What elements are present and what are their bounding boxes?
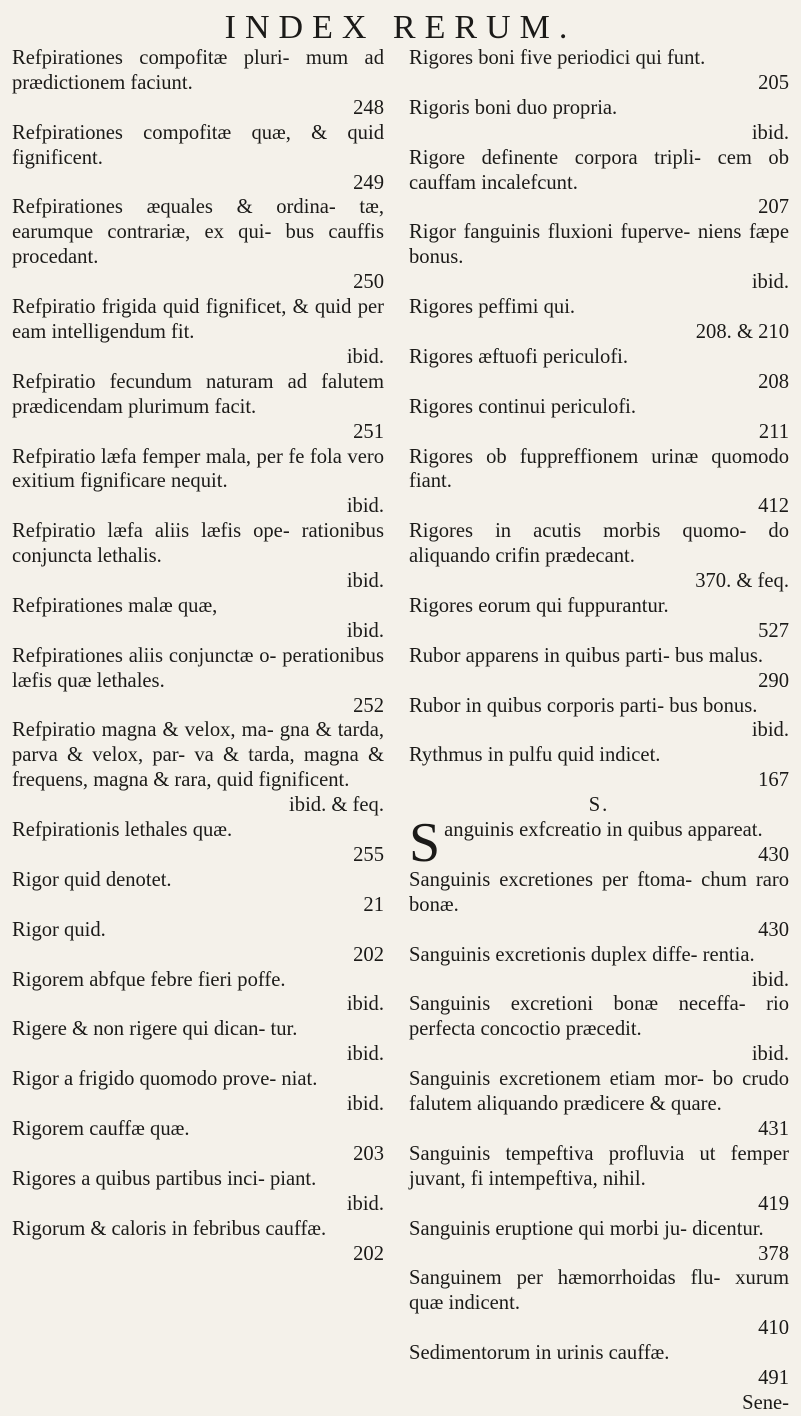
index-entry (12, 370, 384, 445)
entry-ref: 251 (353, 420, 384, 443)
entry-text: Rigores continui periculofi. (409, 395, 637, 418)
entry-text: Rigores eorum qui fuppurantur. (409, 594, 669, 617)
entry-text: Rigores boni five periodici qui funt. (409, 47, 706, 69)
index-entry (409, 295, 789, 345)
entry-text: Rigor fanguinis fluxioni fuperve- niens fæpe bonus. (409, 221, 789, 269)
index-entry (12, 818, 384, 868)
entry-ref: 202 (353, 1242, 384, 1265)
index-entry (12, 644, 384, 719)
index-entry (12, 918, 384, 968)
entry-ref: ibid. (751, 1043, 789, 1066)
entry-text: Refpiratio læfa femper mala, per fe fola vero exitium fignificare nequit. (12, 445, 384, 493)
entry-ref: ibid. (346, 1093, 384, 1116)
index-entry (12, 519, 384, 594)
index-entry (409, 345, 789, 395)
index-entry (409, 1067, 789, 1142)
index-entry (409, 96, 789, 146)
index-entry (409, 445, 789, 520)
entry-text: Refpirationis lethales quæ. (12, 819, 233, 842)
entry-ref: 430 (758, 844, 789, 866)
entry-ref: 431 (758, 1117, 789, 1140)
entry-ref: ibid. (346, 619, 384, 642)
index-entry (12, 195, 384, 295)
entry-ref: 202 (353, 943, 384, 966)
entry-text: Refpirationes compofitæ pluri- mum ad prædictionem faciunt. (12, 47, 384, 94)
index-entry (409, 1217, 789, 1267)
index-entry (409, 868, 789, 943)
index-entry (12, 46, 384, 121)
index-entry (409, 1341, 789, 1391)
entry-ref: 419 (758, 1192, 789, 1215)
entry-ref: 378 (758, 1242, 789, 1265)
entry-text: anguinis exfcreatio in quibus appareat. (444, 819, 763, 842)
entry-ref: 410 (758, 1317, 789, 1340)
entry-text: Refpiratio magna & velox, ma- gna & tarda, parva & velox, par- va & tarda, magna & frequens, magna & rara, quid fignificent. (12, 719, 384, 792)
entry-text: Rubor apparens in quibus parti- bus malus. (409, 644, 764, 667)
entry-ref: 430 (758, 918, 789, 941)
entry-text: Rigores a quibus partibus inci- piant. (12, 1167, 317, 1190)
entry-ref: ibid. (751, 271, 789, 294)
index-entry (12, 968, 384, 1018)
entry-ref: 21 (363, 893, 384, 916)
entry-ref: 205 (758, 71, 789, 94)
entry-ref: 248 (353, 96, 384, 119)
index-entry (12, 594, 384, 644)
index-entry (409, 594, 789, 644)
entry-ref: 370. & feq. (695, 570, 789, 593)
entry-text: Rigor a frigido quomodo prove- niat. (12, 1068, 318, 1091)
entry-text: Rigores æftuofi periculofi. (409, 345, 629, 368)
entry-ref: 208 (758, 370, 789, 393)
entry-ref: 208. & 210 (695, 320, 789, 343)
entry-text: Rigoris boni duo propria. (409, 96, 618, 119)
index-entry (12, 121, 384, 196)
entry-ref: 255 (353, 844, 384, 866)
entry-ref: ibid. (751, 719, 789, 742)
right-column (409, 46, 789, 1416)
entry-ref: 290 (758, 669, 789, 692)
entry-ref: 527 (758, 619, 789, 642)
entry-ref: 250 (353, 271, 384, 294)
entry-ref: ibid. (346, 1043, 384, 1066)
entry-text: Rigores peffimi qui. (409, 296, 576, 319)
entry-text: Sanguinis eruptione qui morbi ju- dicentur. (409, 1217, 764, 1240)
entry-ref: ibid. (751, 968, 789, 991)
entry-ref: 491 (758, 1367, 789, 1390)
entry-text: Sanguinis excretiones per ftoma- chum raro bonæ. (409, 868, 789, 916)
index-entry (409, 1266, 789, 1341)
index-entry (409, 644, 789, 694)
entry-text: Rigores ob fuppreffionem urinæ quomodo fiant. (409, 445, 789, 493)
index-entry (409, 519, 789, 594)
right-entries-r (409, 46, 789, 793)
index-entry (12, 1117, 384, 1167)
entry-text: Rubor in quibus corporis parti- bus bonus. (409, 694, 758, 717)
right-entries-s (409, 868, 789, 1391)
entry-ref: 211 (758, 420, 789, 443)
index-entry (12, 1067, 384, 1117)
entry-ref: 249 (353, 171, 384, 194)
entry-text: Refpirationes aliis conjunctæ o- perationibus læfis quæ lethales. (12, 644, 384, 692)
entry-text: Sanguinis excretionem etiam mor- bo crudo falutem aliquando prædicere & quare. (409, 1068, 789, 1116)
entry-ref: ibid. (346, 1192, 384, 1215)
entry-text: Refpirationes æquales & ordina- tæ, earumque contrariæ, ex qui- bus cauffis procedant. (12, 196, 384, 269)
index-entry (409, 943, 789, 993)
entry-ref: 207 (758, 196, 789, 219)
index-entry (409, 992, 789, 1067)
entry-ref: 203 (353, 1142, 384, 1165)
entry-text: Refpiratio læfa aliis læfis ope- rationibus conjuncta lethalis. (12, 520, 384, 568)
entry-ref: ibid. & feq. (289, 794, 384, 817)
entry-ref: ibid. (346, 495, 384, 518)
entry-ref: ibid. (346, 345, 384, 368)
index-entry (12, 868, 384, 918)
entry-text: Sanguinis excretionis duplex diffe- rentia. (409, 943, 755, 966)
page-header: INDEX RERUM. (224, 9, 577, 46)
entry-text: Refpiratio frigida quid fignificet, & quid per eam intelligendum fit. (12, 296, 384, 343)
index-entry (409, 1142, 789, 1217)
entry-ref: ibid. (346, 570, 384, 593)
index-entry (409, 46, 789, 96)
entry-text: Rythmus in pulfu quid indicet. (409, 744, 661, 767)
left-column (12, 46, 384, 1266)
entry-text: Sanguinem per hæmorrhoidas flu- xurum quæ indicent. (409, 1267, 789, 1315)
entry-text: Rigor quid denotet. (12, 868, 172, 891)
entry-ref: ibid. (751, 121, 789, 144)
entry-text: Sanguinis excretioni bonæ neceffa- rio perfecta concoctio præcedit. (409, 993, 789, 1041)
index-entry (12, 1167, 384, 1217)
index-entry (409, 220, 789, 295)
index-entry (409, 694, 789, 744)
index-entry (12, 1017, 384, 1067)
index-entry-dropcap (409, 812, 789, 875)
entry-text: Refpirationes compofitæ quæ, & quid fignificent. (12, 121, 384, 169)
section-letter: S. (588, 794, 610, 817)
index-entry (12, 445, 384, 520)
entry-ref: 252 (353, 694, 384, 717)
entry-text: Rigorem abfque febre fieri poffe. (12, 968, 286, 991)
index-entry (12, 718, 384, 818)
entry-ref: 412 (758, 495, 789, 518)
index-entry (12, 1217, 384, 1267)
entry-text: Rigorem cauffæ quæ. (12, 1117, 190, 1140)
index-entry (409, 146, 789, 221)
entry-text: Rigere & non rigere qui dican- tur. (12, 1018, 298, 1041)
entry-text: Rigores in acutis morbis quomo- do aliquando crifin prædecant. (409, 520, 789, 568)
entry-text: Rigor quid. (12, 918, 106, 941)
entry-text: Sanguinis tempeftiva profluvia ut femper juvant, fi intempeftiva, nihil. (409, 1142, 789, 1190)
entry-text: Refpirationes malæ quæ, (12, 594, 218, 617)
catchword: Sene- (742, 1391, 789, 1414)
entry-text: Rigorum & caloris in febribus cauffæ. (12, 1217, 327, 1240)
entry-ref: 167 (758, 769, 789, 792)
entry-text: Refpiratio fecundum naturam ad falutem prædicendam plurimum facit. (12, 370, 384, 418)
index-entry (409, 395, 789, 445)
drop-cap: S (409, 812, 441, 875)
entry-text: Rigore definente corpora tripli- cem ob cauffam incalefcunt. (409, 146, 789, 194)
index-entry (409, 743, 789, 793)
index-entry (12, 295, 384, 370)
entry-ref: ibid. (346, 993, 384, 1016)
entry-text: Sedimentorum in urinis cauffæ. (409, 1342, 670, 1365)
